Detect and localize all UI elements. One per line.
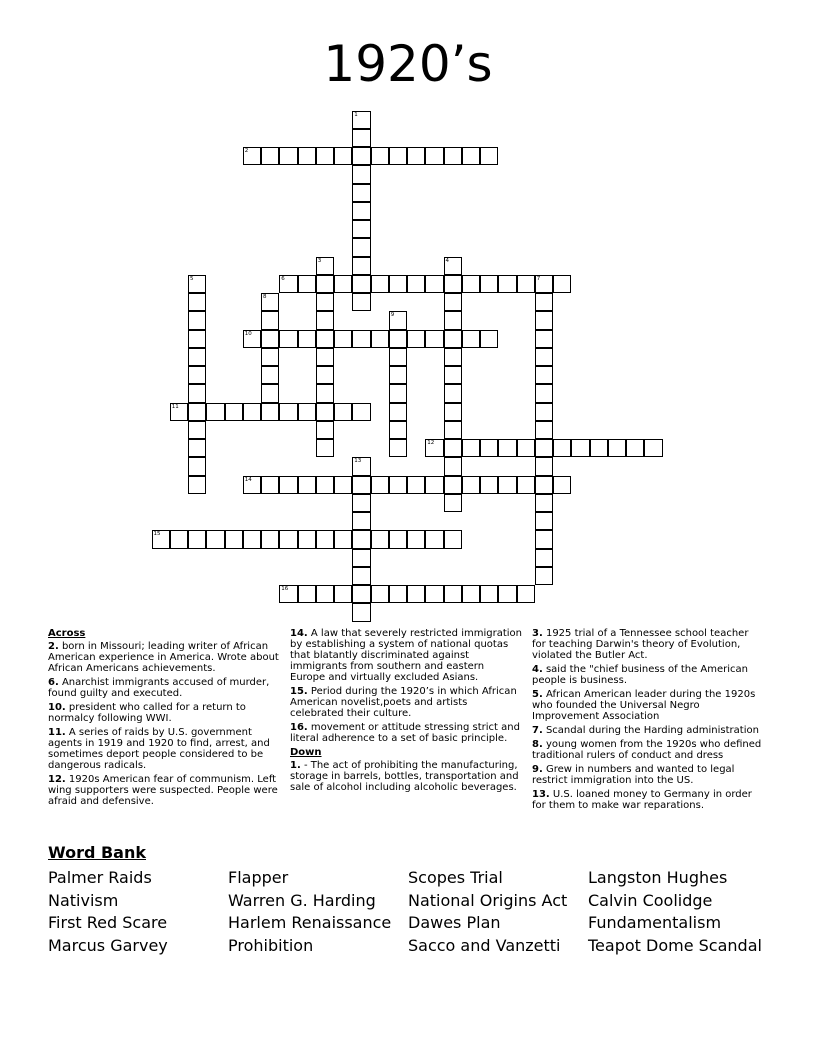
grid-cell[interactable] bbox=[480, 585, 498, 603]
grid-cell[interactable] bbox=[535, 439, 553, 457]
grid-cell[interactable] bbox=[389, 403, 407, 421]
grid-cell[interactable] bbox=[243, 530, 261, 548]
grid-cell[interactable] bbox=[371, 585, 389, 603]
grid-cell[interactable] bbox=[389, 476, 407, 494]
clue-down-7: 7. Scandal during the Harding administration bbox=[532, 725, 759, 736]
grid-cell[interactable] bbox=[389, 366, 407, 384]
grid-cell[interactable] bbox=[535, 494, 553, 512]
down-header: Down bbox=[290, 747, 322, 758]
grid-cell[interactable] bbox=[316, 439, 334, 457]
grid-cell[interactable] bbox=[334, 585, 352, 603]
grid-cell[interactable] bbox=[298, 330, 316, 348]
grid-cell[interactable] bbox=[425, 275, 443, 293]
grid-cell-number: 15 bbox=[153, 531, 161, 538]
grid-cell[interactable] bbox=[444, 275, 462, 293]
grid-cell[interactable] bbox=[553, 476, 571, 494]
grid-cell[interactable] bbox=[425, 147, 443, 165]
grid-cell[interactable] bbox=[462, 275, 480, 293]
grid-cell[interactable] bbox=[298, 585, 316, 603]
word-bank-item: Fundamentalism bbox=[588, 913, 722, 932]
clue-down-1: 1. - The act of prohibiting the manufacturing, storage in barrels, bottles, transportation and sale of alcohol including alcoholic beverages. bbox=[290, 760, 519, 793]
grid-cell[interactable] bbox=[225, 403, 243, 421]
grid-cell[interactable] bbox=[517, 275, 535, 293]
grid-cell[interactable] bbox=[188, 330, 206, 348]
grid-cell[interactable] bbox=[535, 366, 553, 384]
grid-cell-number: 12 bbox=[427, 440, 435, 446]
grid-cell[interactable] bbox=[243, 403, 261, 421]
word-bank-item: Sacco and Vanzetti bbox=[408, 936, 561, 955]
grid-cell[interactable] bbox=[608, 439, 626, 457]
grid-cell[interactable] bbox=[352, 220, 370, 238]
grid-cell[interactable] bbox=[535, 530, 553, 548]
grid-cell[interactable] bbox=[535, 457, 553, 475]
clue-across-11: 11. A series of raids by U.S. government agents in 1919 and 1920 to find, arrest, and sometimes deport people considered to be dangerous radicals. bbox=[48, 727, 270, 771]
grid-cell[interactable] bbox=[334, 330, 352, 348]
grid-cell-number: 6 bbox=[281, 275, 285, 282]
across-header: Across bbox=[48, 628, 86, 639]
grid-cell[interactable] bbox=[389, 384, 407, 402]
grid-cell[interactable] bbox=[279, 585, 297, 603]
grid-cell[interactable] bbox=[243, 476, 261, 494]
clue-down-9: 9. Grew in numbers and wanted to legal restrict immigration into the US. bbox=[532, 764, 735, 786]
grid-cell[interactable] bbox=[371, 275, 389, 293]
grid-cell[interactable] bbox=[188, 476, 206, 494]
grid-cell[interactable] bbox=[480, 330, 498, 348]
grid-cell[interactable] bbox=[444, 421, 462, 439]
grid-cell[interactable] bbox=[316, 530, 334, 548]
grid-cell[interactable] bbox=[279, 403, 297, 421]
grid-cell[interactable] bbox=[188, 366, 206, 384]
grid-cell[interactable] bbox=[444, 147, 462, 165]
grid-cell[interactable] bbox=[298, 530, 316, 548]
grid-cell[interactable] bbox=[498, 476, 516, 494]
grid-cell[interactable] bbox=[261, 403, 279, 421]
grid-cell[interactable] bbox=[407, 476, 425, 494]
grid-cell[interactable] bbox=[188, 421, 206, 439]
grid-cell-number: 2 bbox=[244, 148, 249, 154]
clue-across-15: 15. Period during the 1920’s in which African American novelist,poets and artists celebrated their culture. bbox=[290, 686, 517, 719]
grid-cell[interactable] bbox=[444, 311, 462, 329]
grid-cell[interactable] bbox=[188, 439, 206, 457]
grid-cell[interactable] bbox=[462, 330, 480, 348]
word-bank-item: Marcus Garvey bbox=[48, 936, 168, 955]
grid-cell[interactable] bbox=[371, 330, 389, 348]
grid-cell[interactable] bbox=[407, 147, 425, 165]
word-bank-title: Word Bank bbox=[48, 843, 147, 862]
grid-cell[interactable] bbox=[444, 257, 462, 275]
grid-cell[interactable] bbox=[352, 111, 370, 129]
grid-cell[interactable] bbox=[352, 238, 370, 256]
grid-cell[interactable] bbox=[352, 530, 370, 548]
grid-cell[interactable] bbox=[389, 530, 407, 548]
grid-cell[interactable] bbox=[389, 585, 407, 603]
grid-cell[interactable] bbox=[517, 585, 535, 603]
grid-cell-number: 3 bbox=[317, 257, 322, 264]
grid-cell[interactable] bbox=[334, 275, 352, 293]
grid-cell[interactable] bbox=[352, 512, 370, 530]
grid-cell[interactable] bbox=[480, 275, 498, 293]
grid-cell[interactable] bbox=[371, 476, 389, 494]
grid-cell[interactable] bbox=[535, 549, 553, 567]
word-bank-item: Prohibition bbox=[228, 936, 314, 955]
grid-cell[interactable] bbox=[243, 330, 261, 348]
grid-cell[interactable] bbox=[371, 147, 389, 165]
word-bank-item: Flapper bbox=[228, 868, 289, 887]
grid-cell[interactable] bbox=[352, 494, 370, 512]
grid-cell[interactable] bbox=[352, 457, 370, 475]
grid-cell[interactable] bbox=[188, 348, 206, 366]
grid-cell[interactable] bbox=[425, 330, 443, 348]
grid-cell[interactable] bbox=[535, 403, 553, 421]
grid-cell[interactable] bbox=[188, 275, 206, 293]
grid-cell[interactable] bbox=[261, 530, 279, 548]
grid-cell[interactable] bbox=[352, 549, 370, 567]
grid-cell[interactable] bbox=[316, 366, 334, 384]
grid-cell[interactable] bbox=[316, 147, 334, 165]
clue-across-14: 14. A law that severely restricted immigration by establishing a system of national quotas that blatantly discriminated against immigrants from southern and eastern Europe and virtually excluded Asians. bbox=[290, 628, 522, 683]
word-bank-item: Warren G. Harding bbox=[228, 891, 376, 910]
grid-cell[interactable] bbox=[389, 348, 407, 366]
grid-cell[interactable] bbox=[462, 147, 480, 165]
grid-cell[interactable] bbox=[352, 330, 370, 348]
grid-cell[interactable] bbox=[316, 421, 334, 439]
grid-cell[interactable] bbox=[261, 348, 279, 366]
grid-cell[interactable] bbox=[206, 403, 224, 421]
clue-column-1 bbox=[48, 628, 280, 810]
grid-cell[interactable] bbox=[298, 275, 316, 293]
grid-cell[interactable] bbox=[480, 147, 498, 165]
grid-cell[interactable] bbox=[298, 476, 316, 494]
grid-cell[interactable] bbox=[261, 476, 279, 494]
grid-cell[interactable] bbox=[389, 311, 407, 329]
word-bank-item: Calvin Coolidge bbox=[588, 891, 713, 910]
grid-cell[interactable] bbox=[352, 202, 370, 220]
grid-cell[interactable] bbox=[188, 311, 206, 329]
grid-cell[interactable] bbox=[334, 147, 352, 165]
word-bank-item: Nativism bbox=[48, 891, 119, 910]
grid-cell[interactable] bbox=[316, 476, 334, 494]
grid-cell[interactable] bbox=[535, 567, 553, 585]
grid-cell[interactable] bbox=[352, 257, 370, 275]
clue-down-13: 13. U.S. loaned money to Germany in order for them to make war reparations. bbox=[532, 789, 752, 811]
clue-down-8: 8. young women from the 1920s who defined traditional rulers of conduct and dress bbox=[532, 739, 762, 761]
grid-cell[interactable] bbox=[407, 330, 425, 348]
grid-cell[interactable] bbox=[535, 275, 553, 293]
grid-cell[interactable] bbox=[188, 403, 206, 421]
word-bank-item: Scopes Trial bbox=[408, 868, 503, 887]
grid-cell[interactable] bbox=[389, 439, 407, 457]
grid-cell[interactable] bbox=[535, 384, 553, 402]
clue-across-6: 6. Anarchist immigrants accused of murder, found guilty and executed. bbox=[48, 677, 270, 699]
grid-cell[interactable] bbox=[316, 348, 334, 366]
page-title: 1920’s bbox=[323, 35, 493, 93]
grid-cell[interactable] bbox=[444, 476, 462, 494]
grid-cell[interactable] bbox=[261, 384, 279, 402]
grid-cell[interactable] bbox=[462, 476, 480, 494]
grid-cell[interactable] bbox=[206, 530, 224, 548]
grid-cell-number: 4 bbox=[445, 257, 449, 264]
grid-cell[interactable] bbox=[316, 330, 334, 348]
grid-cell[interactable] bbox=[334, 476, 352, 494]
grid-cell[interactable] bbox=[188, 530, 206, 548]
grid-cell[interactable] bbox=[188, 293, 206, 311]
grid-cell[interactable] bbox=[334, 530, 352, 548]
grid-cell[interactable] bbox=[425, 530, 443, 548]
grid-cell[interactable] bbox=[535, 330, 553, 348]
grid-cell[interactable] bbox=[188, 384, 206, 402]
grid-cell[interactable] bbox=[425, 585, 443, 603]
grid-cell[interactable] bbox=[170, 530, 188, 548]
grid-cell[interactable] bbox=[152, 530, 170, 548]
grid-cell-number: 7 bbox=[536, 275, 541, 282]
grid-cell[interactable] bbox=[352, 476, 370, 494]
grid-cell[interactable] bbox=[261, 330, 279, 348]
word-bank-item: National Origins Act bbox=[408, 891, 568, 910]
grid-cell[interactable] bbox=[389, 275, 407, 293]
grid-cell[interactable] bbox=[316, 384, 334, 402]
grid-cell[interactable] bbox=[535, 512, 553, 530]
clue-across-12: 12. 1920s American fear of communism. Left wing supporters were suspected. People were afraid and defensive. bbox=[48, 774, 278, 807]
grid-cell[interactable] bbox=[444, 439, 462, 457]
grid-cell[interactable] bbox=[225, 530, 243, 548]
grid-cell[interactable] bbox=[389, 330, 407, 348]
grid-cell[interactable] bbox=[480, 439, 498, 457]
grid-cell[interactable] bbox=[462, 585, 480, 603]
grid-cell[interactable] bbox=[407, 530, 425, 548]
grid-cell[interactable] bbox=[279, 476, 297, 494]
word-bank-item: Teapot Dome Scandal bbox=[588, 936, 762, 955]
grid-cell-number: 11 bbox=[171, 403, 179, 410]
clue-column-3 bbox=[532, 628, 764, 814]
grid-cell[interactable] bbox=[316, 257, 334, 275]
grid-cell-number: 14 bbox=[244, 476, 252, 483]
grid-cell[interactable] bbox=[188, 457, 206, 475]
word-bank-item: Harlem Renaissance bbox=[228, 913, 392, 932]
grid-cell[interactable] bbox=[316, 585, 334, 603]
grid-cell-number: 5 bbox=[190, 275, 194, 282]
grid-cell[interactable] bbox=[352, 184, 370, 202]
grid-cell[interactable] bbox=[407, 275, 425, 293]
grid-cell[interactable] bbox=[535, 476, 553, 494]
grid-cell[interactable] bbox=[371, 530, 389, 548]
grid-cell[interactable] bbox=[261, 366, 279, 384]
grid-cell[interactable] bbox=[352, 129, 370, 147]
grid-cell[interactable] bbox=[535, 421, 553, 439]
grid-cell[interactable] bbox=[444, 384, 462, 402]
grid-cell[interactable] bbox=[261, 147, 279, 165]
grid-cell[interactable] bbox=[644, 439, 662, 457]
grid-cell[interactable] bbox=[389, 421, 407, 439]
grid-cell[interactable] bbox=[316, 311, 334, 329]
word-bank-item: Dawes Plan bbox=[408, 913, 501, 932]
grid-cell[interactable] bbox=[352, 567, 370, 585]
grid-cell[interactable] bbox=[352, 275, 370, 293]
grid-cell[interactable] bbox=[352, 293, 370, 311]
grid-cell[interactable] bbox=[498, 585, 516, 603]
grid-cell[interactable] bbox=[444, 457, 462, 475]
grid-cell[interactable] bbox=[444, 330, 462, 348]
grid-cell[interactable] bbox=[517, 439, 535, 457]
grid-cell[interactable] bbox=[535, 348, 553, 366]
grid-cell[interactable] bbox=[480, 476, 498, 494]
grid-cell[interactable] bbox=[334, 403, 352, 421]
grid-cell[interactable] bbox=[279, 147, 297, 165]
grid-cell-number: 13 bbox=[354, 458, 362, 465]
grid-cell[interactable] bbox=[444, 366, 462, 384]
grid-cell-number: 8 bbox=[263, 294, 267, 300]
word-bank-item: Langston Hughes bbox=[588, 868, 728, 887]
grid-cell[interactable] bbox=[498, 275, 516, 293]
grid-cell[interactable] bbox=[571, 439, 589, 457]
grid-cell[interactable] bbox=[444, 403, 462, 421]
grid-cell[interactable] bbox=[389, 147, 407, 165]
clue-across-10: 10. president who called for a return to normalcy following WWI. bbox=[48, 702, 246, 724]
grid-cell[interactable] bbox=[444, 494, 462, 512]
grid-cell-number: 9 bbox=[390, 312, 395, 319]
grid-cell[interactable] bbox=[517, 476, 535, 494]
grid-cell-number: 16 bbox=[281, 586, 289, 592]
grid-cell[interactable] bbox=[444, 530, 462, 548]
grid-cell[interactable] bbox=[316, 403, 334, 421]
grid-cell[interactable] bbox=[352, 147, 370, 165]
grid-cell[interactable] bbox=[298, 403, 316, 421]
grid-cell[interactable] bbox=[316, 275, 334, 293]
grid-cell-number: 1 bbox=[354, 111, 358, 118]
grid-cell[interactable] bbox=[590, 439, 608, 457]
grid-cell[interactable] bbox=[407, 585, 425, 603]
grid-cell[interactable] bbox=[535, 311, 553, 329]
grid-cell[interactable] bbox=[553, 439, 571, 457]
clue-across-16: 16. movement or attitude stressing strict and literal adherence to a set of basic principle. bbox=[290, 722, 520, 744]
grid-cell[interactable] bbox=[279, 330, 297, 348]
grid-cell[interactable] bbox=[553, 275, 571, 293]
grid-cell-number: 10 bbox=[244, 330, 252, 337]
grid-cell[interactable] bbox=[444, 293, 462, 311]
clue-down-5: 5. African American leader during the 1920s who founded the Universal Negro Improvement Association bbox=[532, 689, 756, 722]
grid-cell[interactable] bbox=[261, 311, 279, 329]
grid-cell[interactable] bbox=[444, 585, 462, 603]
grid-cell[interactable] bbox=[498, 439, 516, 457]
grid-cell[interactable] bbox=[316, 293, 334, 311]
clue-down-4: 4. said the "chief business of the American people is business. bbox=[532, 664, 749, 686]
word-bank-item: First Red Scare bbox=[48, 913, 168, 932]
grid-cell[interactable] bbox=[352, 585, 370, 603]
clue-down-3: 3. 1925 trial of a Tennessee school teacher for teaching Darwin's theory of Evolution, violated the Butler Act. bbox=[532, 628, 749, 661]
grid-cell[interactable] bbox=[462, 439, 480, 457]
clue-column-2 bbox=[290, 628, 522, 796]
grid-cell[interactable] bbox=[425, 439, 443, 457]
grid-cell[interactable] bbox=[170, 403, 188, 421]
grid-cell[interactable] bbox=[261, 293, 279, 311]
grid-cell[interactable] bbox=[444, 348, 462, 366]
grid-cell[interactable] bbox=[352, 403, 370, 421]
grid-cell[interactable] bbox=[298, 147, 316, 165]
grid-cell[interactable] bbox=[279, 275, 297, 293]
grid-cell[interactable] bbox=[243, 147, 261, 165]
grid-cell[interactable] bbox=[279, 530, 297, 548]
grid-cell[interactable] bbox=[626, 439, 644, 457]
clue-across-2: 2. born in Missouri; leading writer of African American experience in America. Wrote about African Americans achievements. bbox=[48, 641, 279, 674]
grid-cell[interactable] bbox=[352, 165, 370, 183]
grid-cell[interactable] bbox=[425, 476, 443, 494]
grid-cell[interactable] bbox=[352, 603, 370, 621]
word-bank-item: Palmer Raids bbox=[48, 868, 152, 887]
grid-cell[interactable] bbox=[535, 293, 553, 311]
